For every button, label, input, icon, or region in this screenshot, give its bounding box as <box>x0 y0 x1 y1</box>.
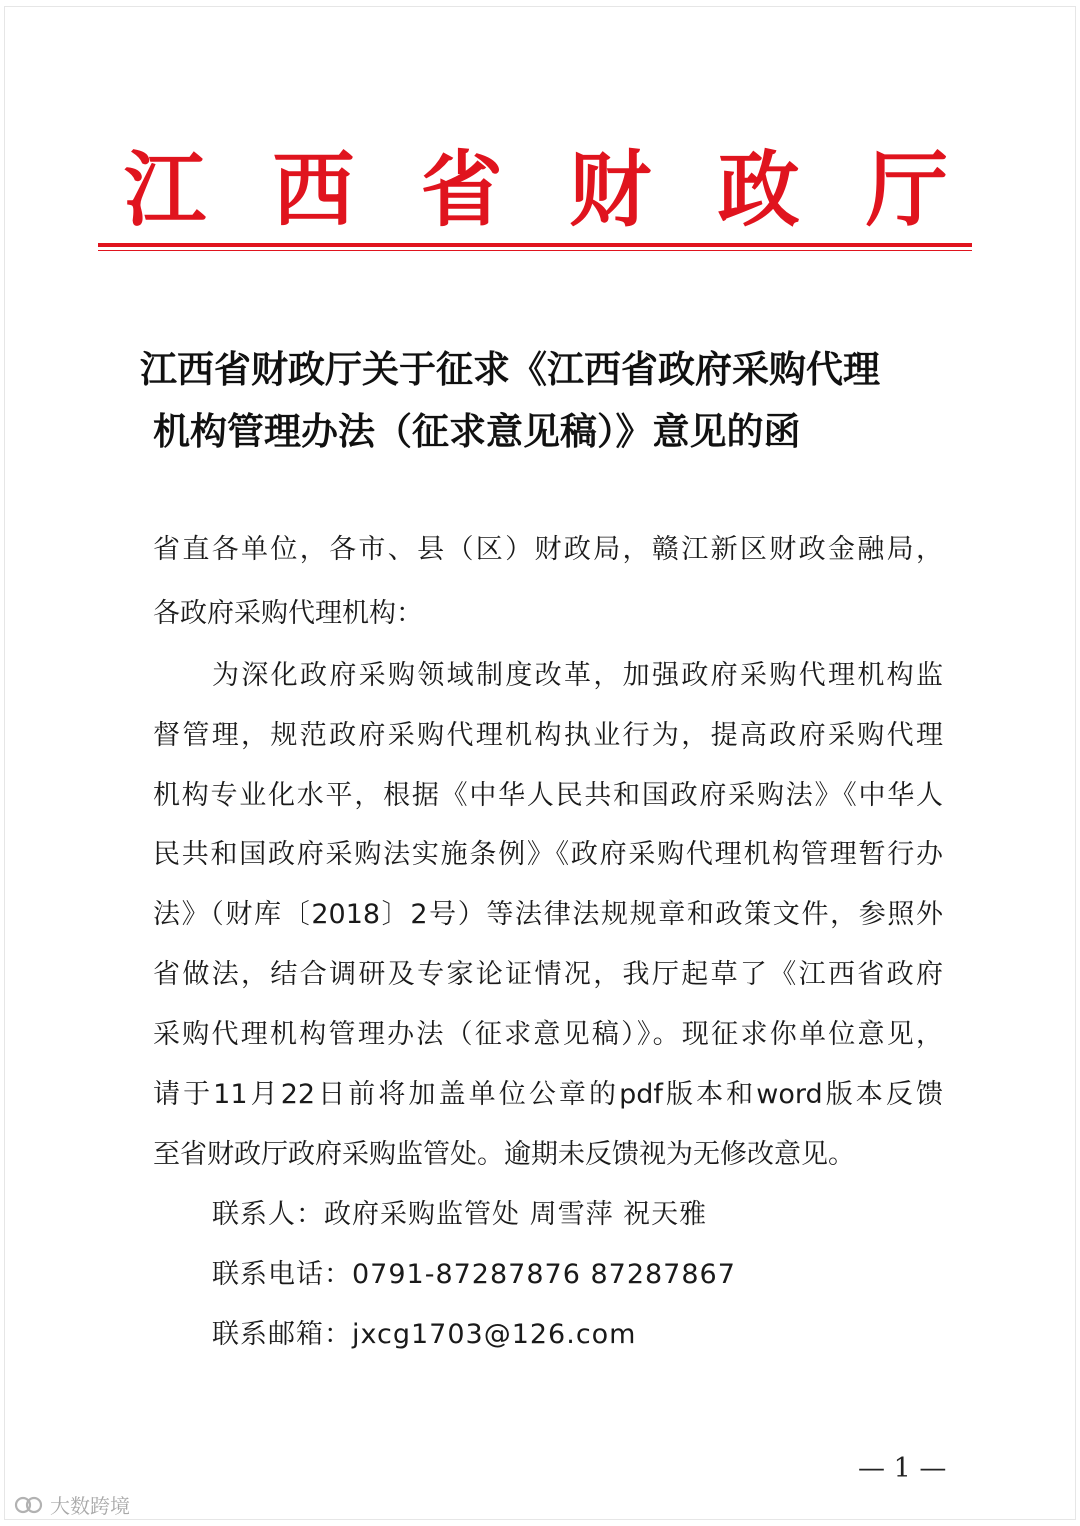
paragraph-line: 省做法，结合调研及专家论证情况，我厅起草了《江西省政府 <box>153 959 943 990</box>
paragraph-line: 民共和国政府采购法实施条例》《政府采购代理机构管理暂行办 <box>153 839 943 870</box>
paragraph-line: 机构专业化水平，根据《中华人民共和国政府采购法》《中华人 <box>153 780 943 811</box>
letterhead-char: 江 <box>124 142 207 238</box>
salutation-line-2: 各政府采购代理机构： <box>153 598 423 629</box>
paragraph-line: 为深化政府采购领域制度改革，加强政府采购代理机构监 <box>212 660 943 691</box>
letterhead-char: 西 <box>272 142 355 238</box>
letterhead-char: 省 <box>420 142 503 238</box>
paragraph-line: 至省财政厅政府采购监管处。逾期未反馈视为无修改意见。 <box>153 1139 855 1170</box>
paragraph-line: 法》（财库〔2018〕2号）等法律法规规章和政策文件，参照外 <box>153 899 943 930</box>
letterhead-char: 厅 <box>865 142 948 238</box>
salutation-line-1: 省直各单位，各市、县（区）财政局，赣江新区财政金融局， <box>153 534 943 565</box>
title-line-2: 机构管理办法（征求意见稿）》意见的函 <box>153 409 801 453</box>
contact-person: 联系人：政府采购监管处 周雪萍 祝天雅 <box>212 1199 708 1230</box>
title-line-1: 江西省财政厅关于征求《江西省政府采购代理 <box>140 347 880 391</box>
contact-phone: 联系电话：0791-87287876 87287867 <box>212 1259 736 1290</box>
paragraph-line: 请于11月22日前将加盖单位公章的pdf版本和word版本反馈 <box>153 1079 943 1110</box>
letterhead-char: 政 <box>717 142 800 238</box>
paragraph-line: 采购代理机构管理办法（征求意见稿）》。现征求你单位意见， <box>153 1019 943 1050</box>
contact-email: 联系邮箱：jxcg1703@126.com <box>212 1319 637 1350</box>
page-number: — 1 — <box>858 1453 947 1484</box>
letterhead-char: 财 <box>569 142 652 238</box>
letterhead-rule-thick <box>98 243 972 247</box>
letterhead <box>100 142 972 238</box>
document-title <box>140 338 960 462</box>
watermark <box>14 1490 130 1519</box>
paragraph-line: 督管理，规范政府采购代理机构执业行为，提高政府采购代理 <box>153 720 943 751</box>
watermark-logo-icon <box>14 1494 44 1516</box>
watermark-text: 大数跨境 <box>50 1494 130 1518</box>
letterhead-rule-thin <box>98 250 972 251</box>
